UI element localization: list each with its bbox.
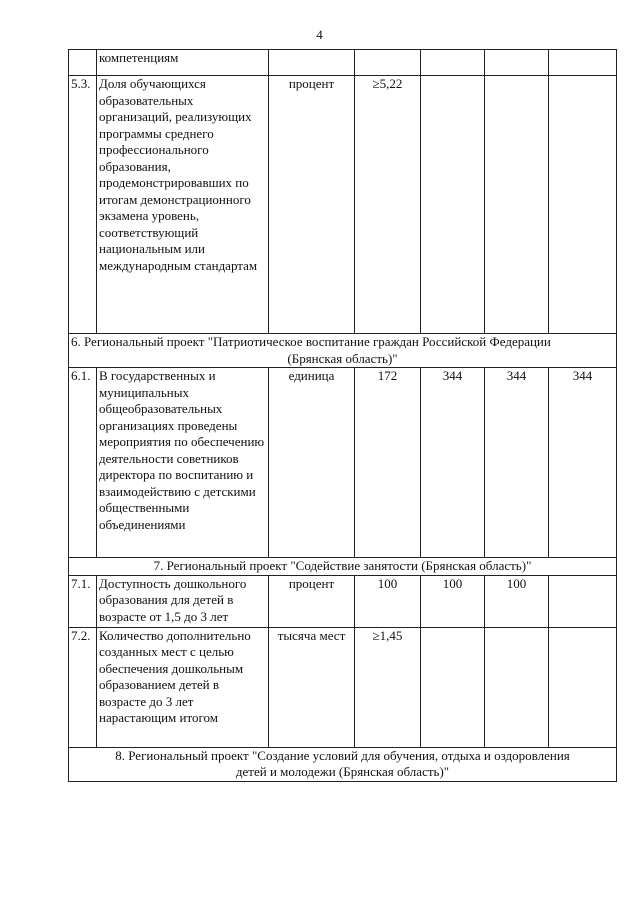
indicator-name: Доля обучающихся образовательных организаций, реализующих программы среднего профессионального образования, продемонстрировавших по итогам демонстрационного экзамена уровень, соответствующий национальным или международным стандартам <box>97 76 269 334</box>
value-cell <box>549 76 617 334</box>
section-heading-6 <box>69 334 617 368</box>
value-cell: 344 <box>549 368 617 558</box>
indicator-name: Доступность дошкольного образования для детей в возрасте от 1,5 до 3 лет <box>97 575 269 627</box>
table-row <box>69 368 617 558</box>
section-row <box>69 558 617 576</box>
value-cell <box>421 50 485 76</box>
section-heading-line: 8. Региональный проект "Создание условий для обучения, отдыха и оздоровления <box>115 747 570 763</box>
unit-cell: тысяча мест <box>269 627 355 747</box>
value-cell: ≥5,22 <box>355 76 421 334</box>
section-row <box>69 747 617 781</box>
row-number <box>69 50 97 76</box>
indicator-name: компетенциям <box>97 50 269 76</box>
table-row <box>69 50 617 76</box>
page-number: 4 <box>316 27 323 42</box>
value-cell <box>485 627 549 747</box>
row-number: 7.2. <box>69 627 97 747</box>
section-heading-8 <box>69 747 617 781</box>
unit-cell <box>269 50 355 76</box>
table-row <box>69 76 617 334</box>
value-cell <box>355 50 421 76</box>
unit-cell: единица <box>269 368 355 558</box>
value-cell <box>549 575 617 627</box>
table-row <box>69 627 617 747</box>
indicator-name: В государственных и муниципальных общеобразовательных организациях проведены мероприятия по обеспечению деятельности советников директора по воспитанию и взаимодействию с детскими общественными объединениями <box>97 368 269 558</box>
section-row <box>69 334 617 368</box>
value-cell: ≥1,45 <box>355 627 421 747</box>
value-cell: 100 <box>355 575 421 627</box>
section-heading-line: детей и молодежи (Брянская область)" <box>235 764 450 779</box>
section-heading-7: 7. Региональный проект "Содействие занятости (Брянская область)" <box>69 558 617 576</box>
indicators-table <box>68 49 617 782</box>
row-number: 5.3. <box>69 76 97 334</box>
value-cell: 172 <box>355 368 421 558</box>
value-cell <box>549 50 617 76</box>
value-cell <box>421 76 485 334</box>
value-cell: 100 <box>421 575 485 627</box>
value-cell: 344 <box>421 368 485 558</box>
value-cell <box>485 76 549 334</box>
section-heading-line: 6. Региональный проект "Патриотическое воспитание граждан Российской Федерации <box>71 334 551 349</box>
value-cell <box>485 50 549 76</box>
indicator-name: Количество дополнительно созданных мест с целью обеспечения дошкольным образованием детей в возрасте до 3 лет нарастающим итогом <box>97 627 269 747</box>
value-cell: 344 <box>485 368 549 558</box>
row-number: 6.1. <box>69 368 97 558</box>
value-cell: 100 <box>485 575 549 627</box>
unit-cell: процент <box>269 575 355 627</box>
value-cell <box>421 627 485 747</box>
unit-cell: процент <box>269 76 355 334</box>
row-number: 7.1. <box>69 575 97 627</box>
section-heading-line: (Брянская область)" <box>287 350 398 366</box>
table-row <box>69 575 617 627</box>
value-cell <box>549 627 617 747</box>
